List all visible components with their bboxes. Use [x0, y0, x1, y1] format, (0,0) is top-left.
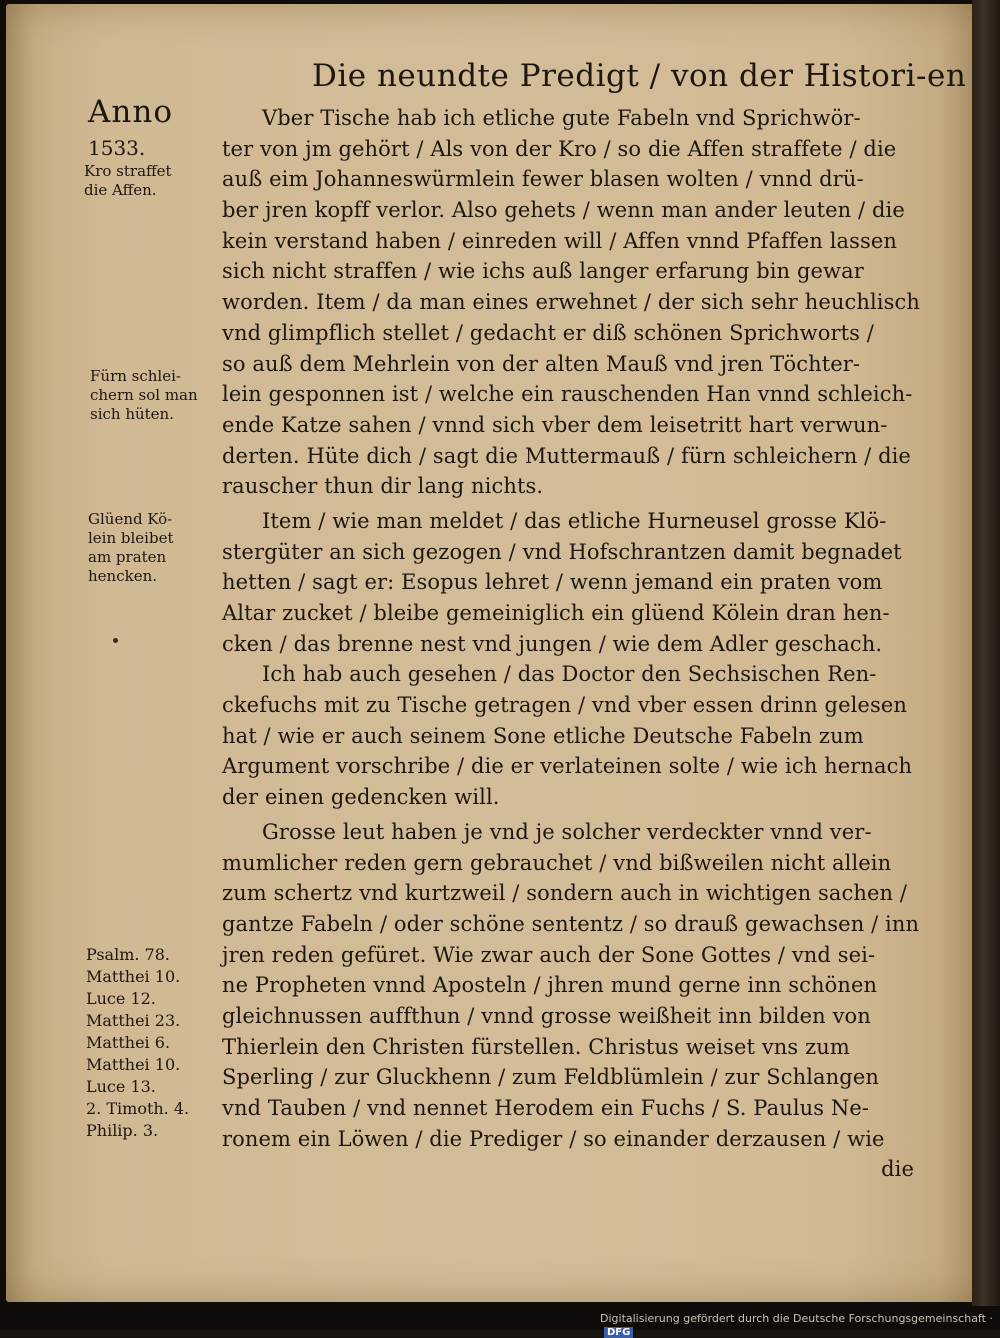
text-line: ter von jm gehört / Als von der Kro / so die Affen straffete / die	[222, 136, 897, 161]
text-line: ckefuchs mit zu Tische getragen / vnd vber essen drinn gelesen	[222, 693, 907, 718]
text-line: Ich hab auch gesehen / das Doctor den Sechsischen Ren-	[262, 662, 877, 687]
text-line: cken / das brenne nest vnd jungen / wie dem Adler geschach.	[222, 631, 883, 656]
text-line: ronem ein Löwen / die Prediger / so einander derzausen / wie	[222, 1126, 885, 1151]
text-line: ber jren kopff verlor. Also gehets / wenn man ander leuten / die	[222, 198, 905, 223]
text-line: mumlicher reden gern gebrauchet / vnd bißweilen nicht allein	[222, 850, 892, 875]
catchword: die	[881, 1157, 914, 1182]
text-line: der einen gedencken will.	[222, 785, 500, 810]
ink-spot	[113, 638, 118, 643]
text-line: zum schertz vnd kurtzweil / sondern auch in wichtigen sachen /	[222, 881, 908, 906]
credit-text: Digitalisierung gefördert durch die Deutsche Forschungsgemeinschaft ·	[600, 1312, 993, 1325]
margin-year: 1533.	[88, 136, 146, 160]
text-line: vnd Tauben / vnd nennet Herodem ein Fuchs / S. Paulus Ne-	[222, 1096, 870, 1120]
text-line: Vber Tische hab ich etliche gute Fabeln vnd Sprichwör-	[262, 106, 861, 130]
margin-note-kro: Kro straffet die Affen.	[84, 162, 172, 199]
text-line: hetten / sagt er: Esopus lehret / wenn jemand ein praten vom	[222, 570, 883, 595]
text-line: gleichnussen auffthun / vnnd grosse weißheit inn bilden von	[222, 1003, 871, 1028]
page-edge	[972, 0, 1000, 1306]
text-line: jren reden gefüret. Wie zwar auch der Sone Gottes / vnd sei-	[222, 942, 876, 967]
text-line: so auß dem Mehrlein von der alten Mauß vnd jren Töchter-	[222, 351, 861, 376]
text-line: Argument vorschribe / die er verlateinen solte / wie ich hernach	[222, 754, 913, 779]
text-line: derten. Hüte dich / sagt die Muttermauß / fürn schleichern / die	[222, 443, 911, 468]
dfg-logo: DFG	[604, 1327, 633, 1338]
text-line: Altar zucket / bleibe gemeiniglich ein glüend Kölein dran hen-	[222, 601, 890, 625]
text-line: Thierlein den Christen fürstellen. Christus weiset vns zum	[222, 1034, 850, 1059]
running-header: Die neundte Predigt / von der Histori-en	[312, 58, 967, 94]
text-line: ne Propheten vnnd Aposteln / jhren mund gerne inn schönen	[222, 973, 878, 998]
text-line: stergüter an sich gezogen / vnd Hofschrantzen damit begnadet	[222, 539, 902, 564]
margin-scripture-refs: Psalm. 78. Matthei 10. Luce 12. Matthei 23. Matthei 6. Matthei 10. Luce 13. 2. Timoth. 4. Philip. 3.	[86, 945, 190, 1140]
body-text	[222, 103, 922, 1185]
text-line: gantze Fabeln / oder schöne sententz / so drauß gewachsen / inn	[222, 911, 920, 936]
text-line: auß eim Johanneswürmlein fewer blasen wolten / vnnd drü-	[222, 167, 864, 192]
margin-note-schleichern: Fürn schlei- chern sol man sich hüten.	[90, 367, 198, 423]
text-line: Item / wie man meldet / das etliche Hurneusel grosse Klö-	[262, 508, 887, 533]
anno-label: Anno	[88, 94, 173, 130]
text-line: sich nicht straffen / wie ichs auß langer erfarung bin gewar	[222, 259, 864, 284]
text-line: rauscher thun dir lang nichts.	[222, 474, 544, 499]
text-line: hat / wie er auch seinem Sone etliche Deutsche Fabeln zum	[222, 723, 864, 748]
text-line: ende Katze sahen / vnnd sich vber dem leisetritt hart verwun-	[222, 412, 888, 437]
text-line: worden. Item / da man eines erwehnet / der sich sehr heuchlisch	[222, 290, 920, 315]
text-line: lein gesponnen ist / welche ein rauschenden Han vnnd schleich-	[222, 382, 913, 407]
text-line: Sperling / zur Gluckhenn / zum Feldblümlein / zur Schlangen	[222, 1065, 879, 1090]
digitization-credit	[600, 1312, 1000, 1338]
text-line: vnd glimpflich stellet / gedacht er diß schönen Sprichworts /	[222, 320, 874, 345]
margin-note-koelein: Glüend Kö- lein bleibet am praten hencken.	[88, 510, 174, 585]
text-line: kein verstand haben / einreden will / Affen vnnd Pfaffen lassen	[222, 228, 898, 253]
text-line: Grosse leut haben je vnd je solcher verdeckter vnnd ver-	[262, 819, 872, 844]
